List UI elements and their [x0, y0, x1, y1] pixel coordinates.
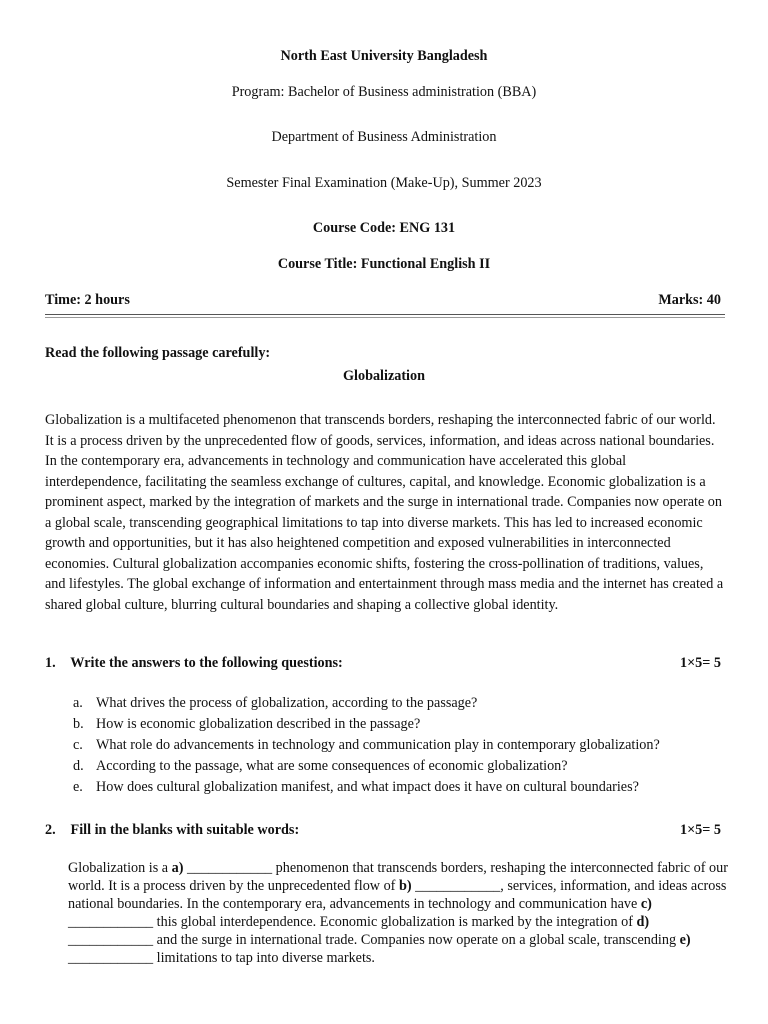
item-letter: b. — [73, 715, 84, 732]
item-letter: d. — [73, 757, 84, 774]
program-line: Program: Bachelor of Business administration (BBA) — [231, 84, 537, 100]
fill-text: ____________, services, information, and ideas across national boundaries. In the contemporary era, advancements in technology and communication have — [68, 877, 727, 912]
item-letter: c. — [73, 736, 83, 753]
question-2-number: 2. — [45, 822, 56, 838]
question-1-marks: 1×5= 5 — [680, 655, 721, 671]
item-text: What drives the process of globalization, according to the passage? — [96, 695, 478, 711]
question-1-list — [73, 693, 723, 797]
fill-text: ____________ limitations to tap into diverse markets. — [68, 949, 375, 966]
fill-in-blanks-paragraph — [68, 860, 728, 967]
header-divider — [45, 314, 725, 315]
fill-text: ____________ and the surge in international trade. Companies now operate on a global scale, transcending — [68, 931, 680, 948]
question-1-number: 1. — [45, 655, 56, 671]
item-text: According to the passage, what are some consequences of economic globalization? — [96, 757, 568, 774]
blank-label-c: c) — [640, 895, 652, 912]
exam-line: Semester Final Examination (Make-Up), Summer 2023 — [226, 175, 542, 191]
item-text: How does cultural globalization manifest, and what impact does it have on cultural boundaries? — [96, 778, 639, 795]
passage-text: Globalization is a multifaceted phenomenon that transcends borders, reshaping the interconnected fabric of our world. It is a process driven by the unprecedented flow of goods, services, information, and ideas across national boundaries. In the contemporary era, advancements in technology and communication have accelerated this global interdependence, facilitating the seamless exchange of cultures, capital, and knowledge. Economic globalization is a prominent aspect, marked by the integration of markets and the surge in international trade. Companies now operate on a global scale, transcending geographical limitations to tap into diverse markets. This has led to increased economic growth and opportunities, but it has also heightened competition and exposed vulnerabilities in interconnected economies. Cultural globalization accompanies economic shifts, fostering the cross-pollination of traditions, values, and lifestyles. The global exchange of information and entertainment through mass media and the internet has created a shared global culture, blurring cultural boundaries and shaping a collective global identity. — [45, 412, 724, 613]
exam-time: Time: 2 hours — [45, 292, 130, 308]
course-title: Course Title: Functional English II — [277, 256, 491, 272]
list-item — [73, 735, 723, 756]
department-line: Department of Business Administration — [271, 129, 497, 145]
header-divider-secondary — [45, 317, 725, 318]
passage-title: Globalization — [343, 368, 425, 384]
course-code: Course Code: ENG 131 — [312, 220, 456, 236]
question-2-title: Fill in the blanks with suitable words: — [70, 822, 300, 838]
question-1-title: Write the answers to the following questions: — [70, 655, 343, 671]
item-letter: a. — [73, 695, 83, 711]
fill-text: Globalization is a — [68, 860, 172, 876]
item-text: What role do advancements in technology and communication play in contemporary globalization? — [96, 736, 660, 753]
blank-label-b: b) — [398, 877, 412, 894]
reading-instruction: Read the following passage carefully: — [45, 345, 271, 361]
question-1-heading — [45, 655, 721, 672]
fill-text: ____________ this global interdependence. Economic globalization is marked by the integration of — [68, 913, 637, 930]
university-name: North East University Bangladesh — [280, 48, 488, 64]
question-2-heading — [45, 822, 721, 839]
list-item — [73, 693, 723, 714]
item-text: How is economic globalization described in the passage? — [96, 715, 421, 732]
list-item — [73, 756, 723, 777]
blank-label-a: a) — [171, 860, 184, 876]
list-item — [73, 777, 723, 798]
blank-label-e: e) — [679, 931, 691, 948]
fill-text: ____________ phenomenon that transcends borders, reshaping the interconnected fabric of our world. It is a process driven by the unprecedented flow of — [68, 860, 728, 894]
list-item — [73, 714, 723, 735]
item-letter: e. — [73, 778, 83, 795]
blank-label-d: d) — [636, 913, 650, 930]
exam-marks: Marks: 40 — [658, 292, 721, 308]
question-2-marks: 1×5= 5 — [680, 822, 721, 838]
